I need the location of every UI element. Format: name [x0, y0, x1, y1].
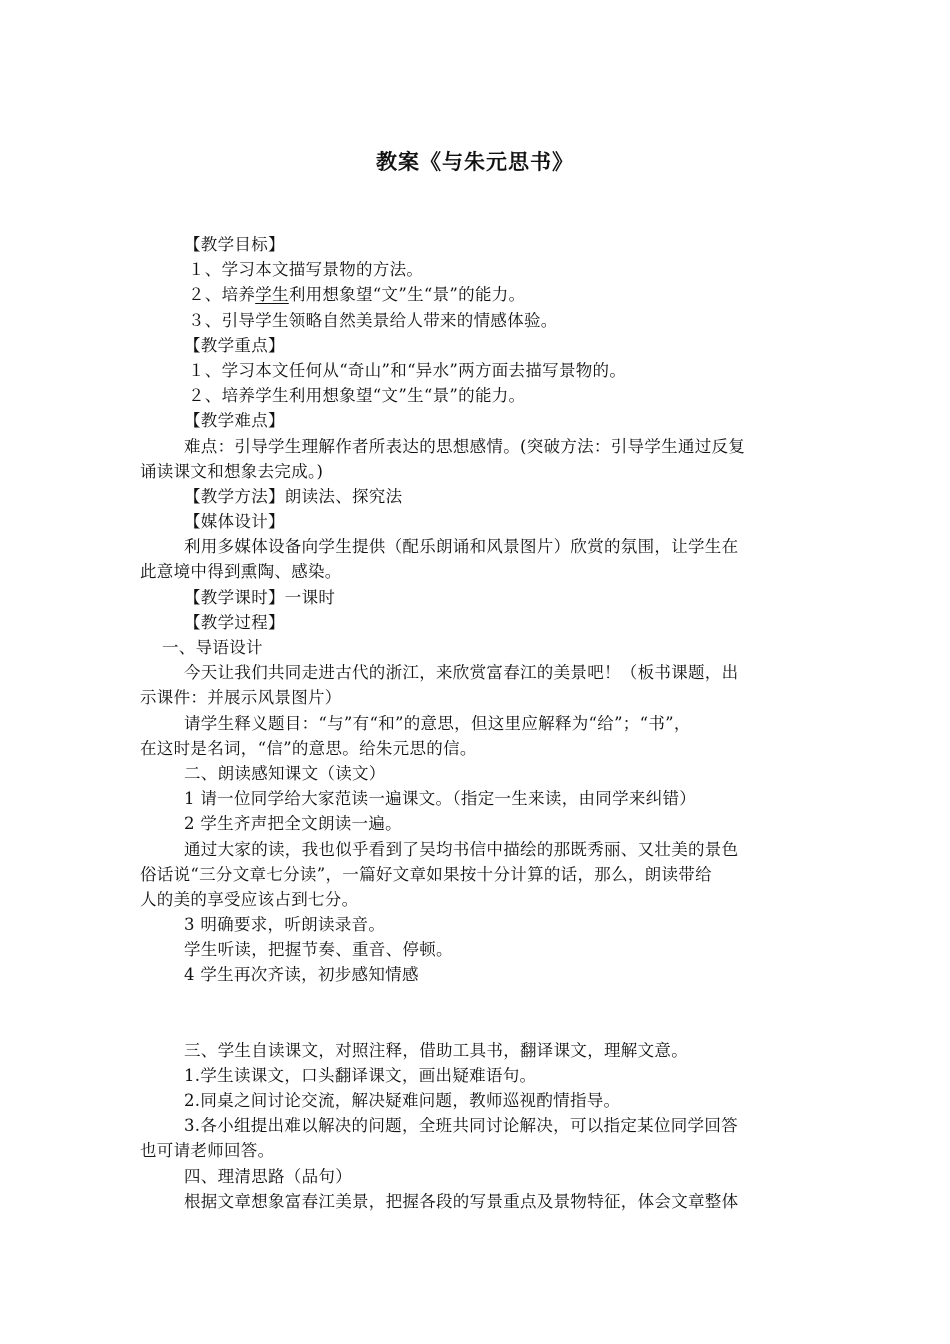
objective-item: １、学习本文描写景物的方法。 — [188, 260, 424, 280]
list-item: 4 学生再次齐读，初步感知情感 — [184, 965, 419, 985]
list-item: 3 明确要求，听朗读录音。 — [184, 915, 386, 935]
section-heading-methods: 【教学方法】朗读法、探究法 — [184, 486, 403, 506]
paragraph-line: 在这时是名词，“信”的意思。给朱元思的信。 — [140, 738, 477, 758]
paragraph-line: 学生听读，把握节奏、重音、停顿。 — [184, 940, 453, 960]
key-point-item: １、学习本文任何从“奇山”和“异水”两方面去描写景物的。 — [188, 360, 627, 380]
list-item: 3.各小组提出难以解决的问题，全班共同讨论解决，可以指定某位同学回答 — [184, 1116, 738, 1136]
paragraph-line: 利用多媒体设备向学生提供（配乐朗诵和风景图片）欣赏的氛围，让学生在 — [184, 537, 739, 557]
blank-space — [140, 988, 812, 1038]
paragraph-line: 根据文章想象富春江美景，把握各段的写景重点及景物特征，体会文章整体 — [184, 1191, 739, 1211]
list-item: 1 请一位同学给大家范读一遍课文。（指定一生来读，由同学来纠错） — [184, 789, 697, 809]
document-body — [140, 232, 812, 1214]
step-heading: 四、理清思路（品句） — [184, 1166, 352, 1186]
step-heading: 三、学生自读课文，对照注释，借助工具书，翻译课文，理解文意。 — [184, 1040, 688, 1060]
section-heading-key-points: 【教学重点】 — [184, 335, 285, 355]
section-heading-objectives: 【教学目标】 — [184, 235, 285, 254]
section-heading-media: 【媒体设计】 — [184, 512, 285, 532]
objective-item: ３、引导学生领略自然美景给人带来的情感体验。 — [188, 310, 558, 330]
key-point-item: ２、培养学生利用想象望“文”生“景”的能力。 — [188, 386, 526, 406]
text-run: ２、培养 — [188, 285, 256, 305]
list-item: 2 学生齐声把全文朗读一遍。 — [184, 814, 402, 834]
paragraph-line: 今天让我们共同走进古代的浙江，来欣赏富春江的美景吧！（板书课题，出 — [184, 663, 739, 683]
paragraph-line: 请学生释义题目：“与”有“和”的意思，但这里应解释为“给”；“书”， — [184, 713, 691, 733]
paragraph-line: 诵读课文和想象去完成。) — [140, 461, 324, 481]
paragraph-line: 通过大家的读，我也似乎看到了吴均书信中描绘的那既秀丽、又壮美的景色 — [184, 839, 739, 859]
underlined-word: 学生 — [255, 285, 289, 305]
paragraph-line: 也可请老师回答。 — [140, 1141, 275, 1161]
step-heading: 一、导语设计 — [162, 638, 263, 657]
paragraph-line: 示课件：并展示风景图片） — [140, 688, 342, 708]
list-item: 1.学生读课文，口头翻译课文，画出疑难语句。 — [184, 1065, 537, 1085]
section-heading-process: 【教学过程】 — [184, 612, 285, 632]
step-heading: 二、朗读感知课文（读文） — [184, 763, 386, 783]
paragraph-line: 人的美的享受应该占到七分。 — [140, 889, 359, 909]
paragraph-line: 此意境中得到熏陶、感染。 — [140, 562, 342, 582]
section-heading-periods: 【教学课时】一课时 — [184, 587, 336, 607]
paragraph-line: 俗话说“三分文章七分读”，一篇好文章如果按十分计算的话，那么，朗读带给 — [140, 864, 712, 884]
section-heading-difficulties: 【教学难点】 — [184, 411, 285, 431]
text-run: 利用想象望“文”生“景”的能力。 — [288, 285, 526, 305]
document-title: 教案《与朱元思书》 — [376, 150, 574, 174]
objective-item — [140, 282, 812, 307]
paragraph-line: 难点：引导学生理解作者所表达的思想感情。(突破方法：引导学生通过反复 — [184, 436, 746, 456]
list-item: 2.同桌之间讨论交流，解决疑难问题，教师巡视酌情指导。 — [184, 1091, 621, 1110]
